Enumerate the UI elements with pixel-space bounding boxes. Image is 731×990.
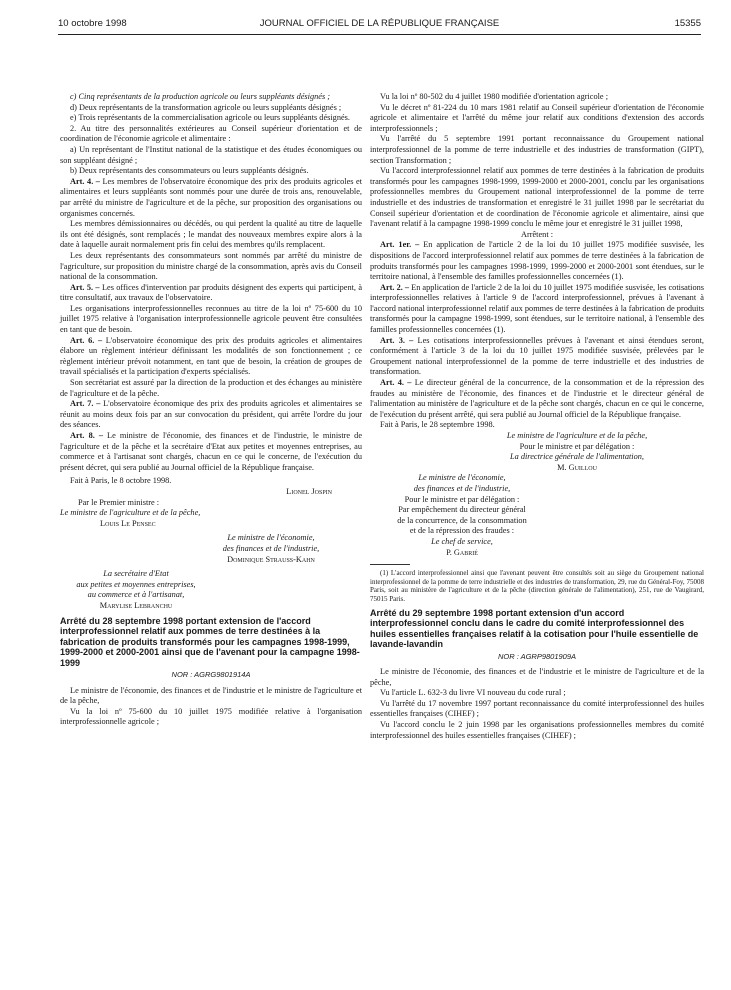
signatory-title: Le ministre de l'agriculture et de la pêche, <box>506 431 648 440</box>
para: Les deux représentants des consommateurs sont nommés par arrêté du ministre de l'agriculture, sur proposition du ministre chargé de la consommation, après avis du Conseil national de la consommation. <box>60 250 362 282</box>
para: Son secrétariat est assuré par la direction de la production et des échanges au ministère de l'agriculture et de la pêche. <box>60 378 362 398</box>
signatory-delegation: de la concurrence, de la consommation <box>397 515 527 525</box>
footnote: (1) L'accord interprofessionnel ainsi que l'avenant peuvent être consultés soit au siège du Groupement national interprofessionnel de la pomme de terre industrielle et des industries de transformation, 29, rue du Général-Foy, 75008 Paris, soit au ministère de l'agriculture et de la pêche (direction générale de l'alimentation), 251, rue de Vaugirard, 75015 Paris. <box>370 569 704 603</box>
article-5 <box>60 283 362 304</box>
signatory-name: P. Gabrié <box>446 547 478 557</box>
article-text: Les membres de l'observatoire économique des prix des produits agricoles et alimentaires et leurs suppléants sont nommés pour une durée de trois ans, renouvelable, par arrêté du ministre de l'agriculture et de la pêche, sur proposition des organisations ou organismes concernés. <box>60 176 362 218</box>
para: a) Un représentant de l'Institut national de la statistique et des études économiques ou son suppléant désigné ; <box>60 144 362 165</box>
signatory-delegation: Par empêchement du directeur général <box>398 505 526 515</box>
para: Les organisations interprofessionnelles reconnues au titre de la loi nº 75-600 du 10 juillet 1975 relative à l'organisation interprofessionnelle agricole peuvent être consultées en tant que de besoin. <box>60 303 362 335</box>
article-7 <box>60 399 362 431</box>
para: 2. Au titre des personnalités extérieures au Conseil supérieur d'orientation et de coordination de l'économie agricole et alimentaire : <box>60 123 362 144</box>
footnote-separator <box>370 564 410 565</box>
article-label: Art. 5. – <box>70 282 100 292</box>
signatory-name: Marylise Lebranchu <box>99 600 173 610</box>
signature-prime-minister: Lionel Jospin <box>286 486 332 496</box>
para: Vu l'accord conclu le 2 juin 1998 par les organisations professionnelles membres du comité interprofessionnel des huiles essentielles françaises (CIHEF) ; <box>370 720 704 740</box>
arrete-title: Arrêté du 29 septembre 1998 portant extension d'un accord interprofessionnel conclu dans le cadre du comité interprofessionnel des huiles essentielles françaises relatif à la cotisation pour l'huile essentielle de lavande-lavandin <box>370 607 699 649</box>
header-page-number: 15355 <box>674 18 701 29</box>
header-journal-title: JOURNAL OFFICIEL DE LA RÉPUBLIQUE FRANÇAISE <box>259 18 500 29</box>
nor-reference: NOR : AGRP9801909A <box>497 651 577 661</box>
article-text: En application de l'article 2 de la loi du 10 juillet 1975 modifiée susvisée, les dispositions de l'accord interprofessionnel relatif aux pommes de terre destinées à la fabrication de produits transformés pour les campagnes 1998-1999, 1999-2000 et 2000-2001 sont étendues, sur le territoire national, à l'ensemble des familles professionnelles concernées (1). <box>370 240 704 282</box>
article-4 <box>370 378 704 420</box>
article-label: Art. 6. – <box>70 335 103 345</box>
para: d) Deux représentants de la transformation agricole ou leurs suppléants désignés ; <box>70 102 342 112</box>
article-label: Art. 3. – <box>380 335 414 345</box>
arretent: Arrêtent : <box>520 229 554 239</box>
para: Le ministre de l'économie, des finances et de l'industrie et le ministre de l'agriculture et de la pêche, <box>370 667 704 687</box>
signatory-title: Le ministre de l'économie, <box>227 533 315 543</box>
par-premier-ministre: Par le Premier ministre : <box>78 497 160 507</box>
signatory-title: Le ministre de l'économie, <box>418 473 506 483</box>
nor-reference: NOR : AGRG9801914A <box>171 670 251 679</box>
fait-a-paris: Fait à Paris, le 8 octobre 1998. <box>70 476 172 486</box>
article-text: Le directeur général de la concurrence, de la consommation et de la répression des fraudes au ministère de l'économie, des finances et de l'industrie et le directeur général de l'alimentation au ministère de l'agriculture et de la pêche sont chargés, chacun en ce qui le concerne, de l'exécution du présent arrêté, qui sera publié au Journal officiel de la République française. <box>370 378 704 419</box>
signatory-title: au commerce et à l'artisanat, <box>87 590 185 600</box>
para: Vu l'arrêté du 5 septembre 1991 portant reconnaissance du Groupement national interprofessionnel de la pomme de terre industrielle et des industries de transformation (GIPT), section Transformation ; <box>370 134 704 165</box>
signatory-title: Le chef de service, <box>431 536 493 546</box>
signatory-name: Dominique Strauss-Kahn <box>227 554 315 564</box>
signatory-title: des finances et de l'industrie, <box>413 483 511 493</box>
signatory-name: M. Guillou <box>557 462 597 472</box>
signatory-name: Louis Le Pensec <box>100 518 156 528</box>
article-label: Art. 7. – <box>70 399 101 409</box>
para: Vu l'accord interprofessionnel relatif aux pommes de terre destinées à la fabrication de produits transformés pour les campagnes 1998-1999, 1999-2000 et 2000-2001, conclu par les organisations professionnelles membres du Groupement national interprofessionnel de la pomme de terre industrielle et des industries de transformation et enregistré le 31 juillet 1998 par le secrétariat du Conseil supérieur d'orientation et de coordination de l'économie agricole et alimentaire, ainsi que l'avenant relatif à la campagne 1998-1999 conclu le même jour et enregistré le 31 juillet 1998, <box>370 166 704 229</box>
article-text: L'observatoire économique des prix des produits agricoles et alimentaires se réunit au moins deux fois par an sur convocation du président, qui arrête l'ordre du jour des séances. <box>60 399 362 430</box>
para: Vu la loi nº 80-502 du 4 juillet 1980 modifiée d'orientation agricole ; <box>380 92 608 101</box>
para: e) Trois représentants de la commercialisation agricole ou leurs suppléants désignés. <box>70 113 350 123</box>
article-label: Art. 4. – <box>70 176 100 186</box>
signatory-title: Le ministre de l'agriculture et de la pêche, <box>60 508 201 518</box>
para: Le ministre de l'économie, des finances et de l'industrie et le ministre de l'agriculture et de la pêche, <box>60 685 362 706</box>
article-label: Art. 8. – <box>70 431 103 440</box>
signatory-title: La secrétaire d'Etat <box>103 569 169 579</box>
header-rule <box>58 34 701 35</box>
article-2 <box>370 283 704 336</box>
signatory-delegation: Pour le ministre et par délégation : <box>404 494 520 504</box>
article-3 <box>370 336 704 378</box>
article-1 <box>370 240 704 282</box>
article-text: En application de l'article 2 de la loi du 10 juillet 1975 modifiée susvisée, les cotisations interprofessionnelles relatives à l'article 9 de l'accord interprofessionnel, prévues à l'avenant à l'accord national interprofessionnel relatif aux pommes de terre destinées à la fabrication de produits transformés pour la campagne 1998-1999, sont étendues, sur le territoire national, à l'ensemble des familles professionnelles concernées (1). <box>370 282 704 335</box>
signatory-title: des finances et de l'industrie, <box>222 543 320 553</box>
left-column <box>60 92 362 728</box>
para: Les membres démissionnaires ou décédés, ou qui perdent la qualité au titre de laquelle ils ont été désignés, sont remplacés ; le mandat des nouveaux membres expire alors à la date à laquelle aurait normalement pris fin celui des membres qu'ils remplacent. <box>60 219 362 250</box>
right-column <box>370 92 704 741</box>
article-label: Art. 4. – <box>380 378 412 388</box>
para: c) Cinq représentants de la production agricole ou leurs suppléants désignés ; <box>70 92 331 101</box>
article-6 <box>60 336 362 378</box>
para: Vu le décret nº 81-224 du 10 mars 1981 relatif au Conseil supérieur d'orientation de l'économie agricole et alimentaire et l'arrêté du même jour relatif aux conditions d'extension des accords interprofessionnels ; <box>370 102 704 133</box>
para: Vu l'article L. 632-3 du livre VI nouveau du code rural ; <box>380 688 566 698</box>
para: Vu la loi nº 75-600 du 10 juillet 1975 modifiée relative à l'organisation interprofessionnelle agricole ; <box>60 706 362 727</box>
para: b) Deux représentants des consommateurs ou leurs suppléants désignés. <box>70 166 309 176</box>
page-header <box>58 18 701 32</box>
article-4 <box>60 177 362 219</box>
header-date: 10 octobre 1998 <box>58 18 127 29</box>
signatory-title: aux petites et moyennes entreprises, <box>76 579 196 589</box>
article-label: Art. 2. – <box>380 282 410 292</box>
article-text: Les offices d'intervention par produits désignent des experts qui participent, à titre consultatif, aux travaux de l'observatoire. <box>60 282 363 303</box>
article-8 <box>60 431 362 473</box>
signatory-delegation: et de la répression des fraudes : <box>409 526 515 536</box>
para: Vu l'arrêté du 17 novembre 1997 portant reconnaissance du comité interprofessionnel des huiles essentielles françaises (CIHEF) ; <box>370 698 704 719</box>
article-label: Art. 1er. – <box>380 240 420 250</box>
signatory-delegation: Pour le ministre et par délégation : <box>519 441 635 451</box>
article-text: Les cotisations interprofessionnelles prévues à l'avenant et ainsi étendues seront, conformément à l'article 3 de la loi du 10 juillet 1975 modifiée susvisée, prélevées par le Groupement national interprofessionnel de la pomme de terre industrielle et des industries de transformation. <box>370 335 705 377</box>
signatory-title: La directrice générale de l'alimentation, <box>510 452 644 462</box>
fait-a-paris: Fait à Paris, le 28 septembre 1998. <box>380 420 495 430</box>
article-text: Le ministre de l'économie, des finances et de l'industrie, le ministre de l'agriculture et de la pêche et la secrétaire d'Etat aux petites et moyennes entreprises, au commerce et à l'artisanat sont chargés, chacun en ce qui le concerne, de l'exécution du présent décret, qui sera publié au Journal officiel de la République française. <box>60 431 363 472</box>
arrete-title: Arrêté du 28 septembre 1998 portant extension de l'accord interprofessionnel relatif aux pommes de terre destinées à la fabrication de produits transformés pour les campagnes 1998-1999, 1999-2000 et 2000-2001 ainsi que de l'avenant pour la campagne 1998-1999 <box>60 615 360 668</box>
article-text: L'observatoire économique des prix des produits agricoles et alimentaires élabore un règlement intérieur définissant les modalités de son fonctionnement ; ce règlement intérieur prévoit notamment, en tant que de besoin, la création de groupes de travail spécialisés et la participation d'experts spécialisés. <box>60 335 362 377</box>
